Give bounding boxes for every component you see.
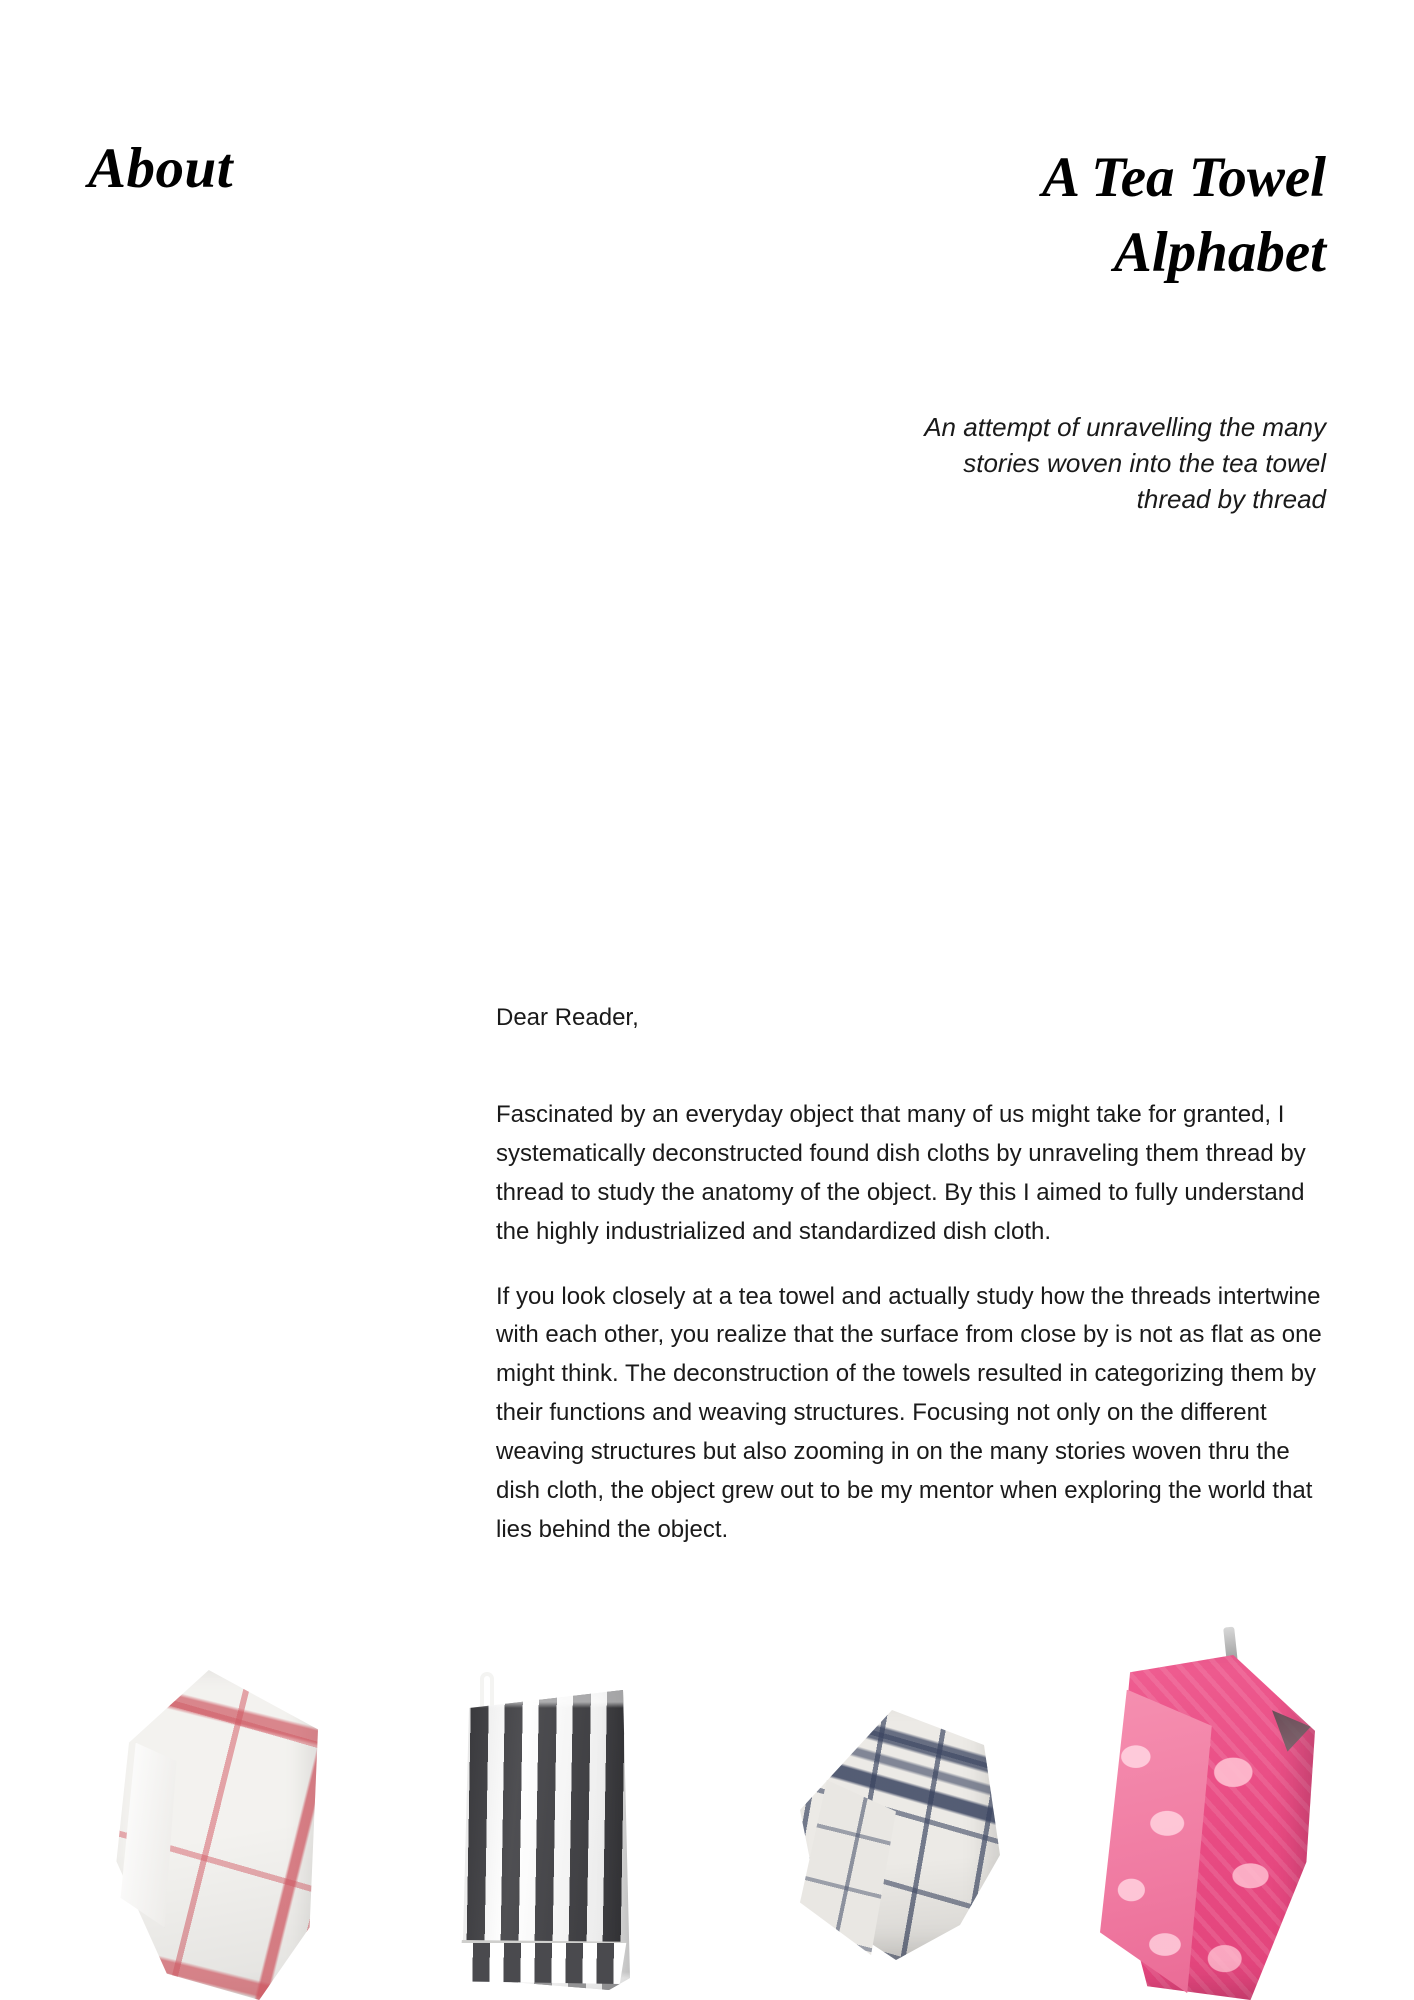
subtitle-line-1: An attempt of unravelling the many — [924, 412, 1326, 442]
letter-paragraph-2: If you look closely at a tea towel and actually study how the threads intertwine with each other, you realize that the surface from close by is not as flat as one might think. The deconstruction of the towels resulted in categorizing them by their functions and weaving structures. Focusing not only on the different weaving structures but also zooming in on the many stories woven thru the dish cloth, the object grew out to be my mentor when exploring the world that lies behind the object. — [496, 1282, 1322, 1543]
tea-towel-gallery — [0, 1630, 1414, 2000]
page-title — [626, 140, 1326, 290]
subtitle-line-3: thread by thread — [1136, 483, 1326, 514]
subtitle — [766, 410, 1326, 518]
letter-paragraph-1: Fascinated by an everyday object that many of us might take for granted, I systematically deconstructed found dish cloths by unraveling them thread by thread to study the anatomy of the object. By this I aimed to fully understand the highly industrialized and standardized dish cloth. — [496, 1101, 1306, 1245]
letter-salutation: Dear Reader, — [496, 1004, 639, 1031]
towel-hanging-loop — [480, 1672, 494, 1706]
page-title-line-2: Alphabet — [1113, 221, 1326, 285]
section-heading-about: About — [88, 137, 234, 200]
tea-towel-image-red-plaid — [108, 1670, 318, 2000]
subtitle-line-2: stories woven into the tea towel — [963, 447, 1326, 478]
letter-body — [496, 1000, 1324, 1550]
tea-towel-image-navy-check — [800, 1710, 1000, 1960]
towel-folded-edge — [459, 1940, 627, 1984]
tea-towel-image-black-striped — [455, 1690, 630, 1990]
tea-towel-image-pink-damask — [1100, 1655, 1315, 2000]
page-title-line-1: A Tea Towel — [1042, 146, 1326, 209]
